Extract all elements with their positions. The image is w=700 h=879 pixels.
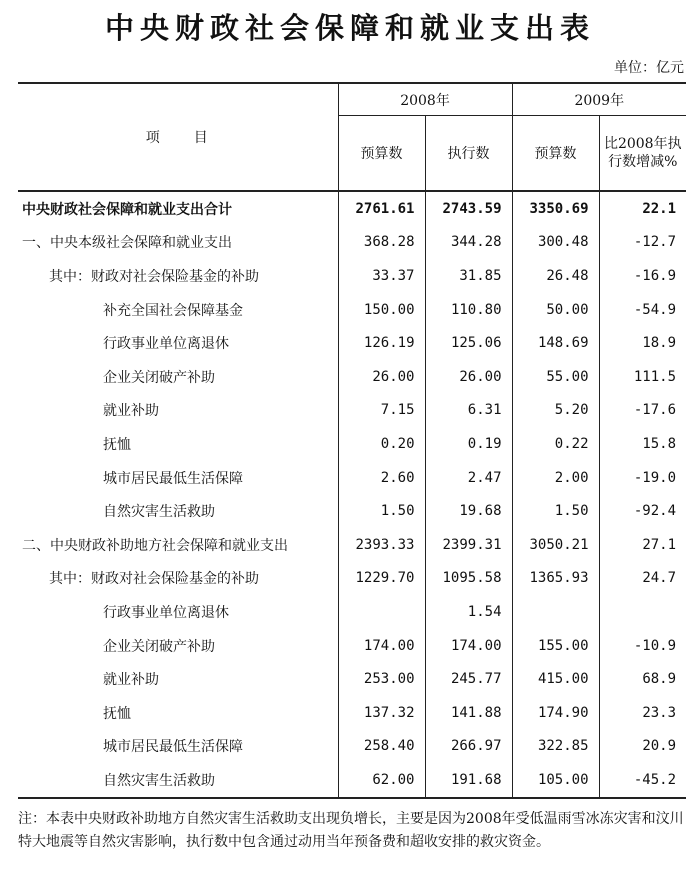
row-label: 抚恤 [103,436,131,453]
table-row [18,259,686,293]
cell-change-pct: 27.1 [599,528,686,562]
cell-change-pct: -17.6 [599,394,686,428]
table-row [18,394,686,428]
cell-budget-2008: 2.60 [338,461,425,495]
cell-actual-2008: 2399.31 [425,528,512,562]
cell-budget-2008: 0.20 [338,427,425,461]
cell-actual-2008: 141.88 [425,696,512,730]
row-label: 补充全国社会保障基金 [103,302,243,319]
cell-actual-2008: 26.00 [425,360,512,394]
cell-budget-2009: 3050.21 [512,528,599,562]
table-row [18,494,686,528]
cell-change-pct: -10.9 [599,629,686,663]
row-label: 企业关闭破产补助 [103,638,215,655]
cell-budget-2008: 7.15 [338,394,425,428]
cell-change-pct: 111.5 [599,360,686,394]
cell-change-pct: -19.0 [599,461,686,495]
table-row [18,427,686,461]
table-row [18,293,686,327]
cell-actual-2008: 245.77 [425,662,512,696]
cell-budget-2008: 126.19 [338,326,425,360]
table-row [18,662,686,696]
cell-actual-2008: 266.97 [425,730,512,764]
cell-budget-2009: 415.00 [512,662,599,696]
cell-actual-2008: 2.47 [425,461,512,495]
row-label: 抚恤 [103,705,131,722]
table-row [18,595,686,629]
cell-budget-2009: 1365.93 [512,562,599,596]
cell-change-pct: 22.1 [599,191,686,226]
cell-budget-2008: 26.00 [338,360,425,394]
cell-change-pct: -12.7 [599,226,686,260]
cell-budget-2009: 174.90 [512,696,599,730]
cell-budget-2009: 3350.69 [512,191,599,226]
cell-change-pct: -16.9 [599,259,686,293]
cell-actual-2008: 344.28 [425,226,512,260]
column-header-change [599,116,686,192]
cell-change-pct: 15.8 [599,427,686,461]
row-label: 行政事业单位离退休 [103,604,229,621]
cell-budget-2008: 174.00 [338,629,425,663]
cell-actual-2008: 2743.59 [425,191,512,226]
cell-change-pct: 68.9 [599,662,686,696]
table-row [18,528,686,562]
row-label: 企业关闭破产补助 [103,369,215,386]
change-header-line1: 比2008年执 [603,136,682,152]
column-header-budget-2008: 预算数 [338,116,425,192]
row-label: 其中：财政对社会保险基金的补助 [49,268,259,285]
column-header-item: 项 目 [18,83,338,191]
unit-label: 单位：亿元 [614,60,684,76]
table-row [18,326,686,360]
table-row [18,461,686,495]
row-label: 自然灾害生活救助 [103,504,215,521]
cell-budget-2009: 155.00 [512,629,599,663]
cell-budget-2008: 1229.70 [338,562,425,596]
cell-budget-2008: 258.40 [338,730,425,764]
cell-change-pct [599,595,686,629]
cell-budget-2009: 55.00 [512,360,599,394]
cell-change-pct: 23.3 [599,696,686,730]
cell-actual-2008: 110.80 [425,293,512,327]
table-row [18,562,686,596]
cell-budget-2008 [338,595,425,629]
cell-actual-2008: 6.31 [425,394,512,428]
cell-actual-2008: 0.19 [425,427,512,461]
column-header-2009: 2009年 [512,83,686,116]
cell-budget-2009: 5.20 [512,394,599,428]
cell-budget-2009: 26.48 [512,259,599,293]
cell-budget-2008: 150.00 [338,293,425,327]
row-label: 城市居民最低生活保障 [103,470,243,487]
cell-budget-2008: 2761.61 [338,191,425,226]
cell-budget-2008: 62.00 [338,763,425,798]
row-label: 其中：财政对社会保险基金的补助 [49,571,259,588]
cell-actual-2008: 31.85 [425,259,512,293]
cell-change-pct: 18.9 [599,326,686,360]
cell-budget-2009: 1.50 [512,494,599,528]
cell-change-pct: 20.9 [599,730,686,764]
cell-actual-2008: 1095.58 [425,562,512,596]
cell-actual-2008: 191.68 [425,763,512,798]
table-row [18,226,686,260]
table-row [18,730,686,764]
row-label: 自然灾害生活救助 [18,763,338,798]
table-row [18,696,686,730]
cell-actual-2008: 1.54 [425,595,512,629]
cell-budget-2008: 2393.33 [338,528,425,562]
table-row [18,360,686,394]
row-label: 中央财政社会保障和就业支出合计 [22,201,232,218]
row-label: 就业补助 [103,403,159,420]
cell-budget-2009: 0.22 [512,427,599,461]
row-label: 行政事业单位离退休 [103,336,229,353]
cell-budget-2009 [512,595,599,629]
cell-budget-2008: 368.28 [338,226,425,260]
cell-change-pct: -45.2 [599,763,686,798]
cell-budget-2009: 148.69 [512,326,599,360]
cell-budget-2009: 300.48 [512,226,599,260]
row-label: 就业补助 [103,672,159,689]
change-header-line2: 行数增减% [608,154,678,170]
cell-change-pct: 24.7 [599,562,686,596]
column-header-budget-2009: 预算数 [512,116,599,192]
cell-budget-2009: 50.00 [512,293,599,327]
expenditure-table [18,82,686,799]
cell-budget-2008: 1.50 [338,494,425,528]
row-label: 二、中央财政补助地方社会保障和就业支出 [22,537,288,554]
cell-budget-2009: 322.85 [512,730,599,764]
table-row [18,763,686,798]
row-label: 一、中央本级社会保障和就业支出 [22,235,232,252]
cell-budget-2008: 253.00 [338,662,425,696]
cell-change-pct: -92.4 [599,494,686,528]
column-header-2008: 2008年 [338,83,512,116]
cell-budget-2008: 137.32 [338,696,425,730]
footnote: 注：本表中央财政补助地方自然灾害生活救助支出现负增长，主要是因为2008年受低温雨雪冰冻灾害和汶川特大地震等自然灾害影响，执行数中包含通过动用当年预备费和超收安排的救灾资金。 [18,811,684,850]
cell-actual-2008: 174.00 [425,629,512,663]
table-row [18,629,686,663]
page-title: 中央财政社会保障和就业支出表 [104,11,595,45]
cell-actual-2008: 19.68 [425,494,512,528]
cell-budget-2009: 2.00 [512,461,599,495]
cell-budget-2009: 105.00 [512,763,599,798]
row-label: 城市居民最低生活保障 [103,739,243,756]
cell-budget-2008: 33.37 [338,259,425,293]
column-header-actual-2008: 执行数 [425,116,512,192]
cell-change-pct: -54.9 [599,293,686,327]
table-row [18,191,686,226]
cell-actual-2008: 125.06 [425,326,512,360]
